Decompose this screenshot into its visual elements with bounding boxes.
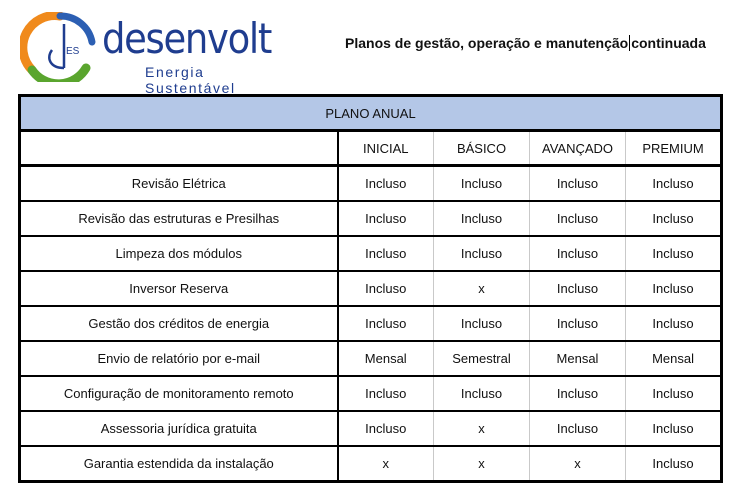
logo-brand-text: desenvolt xyxy=(102,14,271,63)
logo-mark-text: ES xyxy=(66,46,80,57)
table-row xyxy=(20,306,722,341)
company-logo xyxy=(20,8,271,96)
table-row xyxy=(20,271,722,306)
cell-premium: Incluso xyxy=(626,376,722,411)
logo-tagline: Energia Sustentável xyxy=(145,64,236,96)
cell-inicial: Incluso xyxy=(338,201,434,236)
cell-basico: x xyxy=(434,446,530,482)
cell-premium: Incluso xyxy=(626,166,722,202)
cell-premium: Incluso xyxy=(626,446,722,482)
document-title-part-2: continuada xyxy=(631,35,706,51)
feature-cell: Envio de relatório por e-mail xyxy=(20,341,338,376)
column-header-inicial: INICIAL xyxy=(338,131,434,166)
cell-basico: Incluso xyxy=(434,236,530,271)
cell-premium: Mensal xyxy=(626,341,722,376)
cell-premium: Incluso xyxy=(626,271,722,306)
cell-basico: Semestral xyxy=(434,341,530,376)
cell-inicial: Incluso xyxy=(338,166,434,202)
feature-cell: Inversor Reserva xyxy=(20,271,338,306)
cell-avancado: Incluso xyxy=(530,411,626,446)
cell-avancado: Incluso xyxy=(530,236,626,271)
table-header-row xyxy=(20,131,722,166)
cell-inicial: Incluso xyxy=(338,236,434,271)
feature-cell: Gestão dos créditos de energia xyxy=(20,306,338,341)
cell-avancado: x xyxy=(530,446,626,482)
cell-inicial: Incluso xyxy=(338,271,434,306)
cell-inicial: x xyxy=(338,446,434,482)
table-row xyxy=(20,201,722,236)
feature-cell: Revisão Elétrica xyxy=(20,166,338,202)
column-header-premium: PREMIUM xyxy=(626,131,722,166)
table-row xyxy=(20,411,722,446)
document-title-part-1: Planos de gestão, operação e manutenção xyxy=(345,35,629,51)
cell-premium: Incluso xyxy=(626,411,722,446)
table-row xyxy=(20,446,722,482)
cell-basico: x xyxy=(434,271,530,306)
cell-avancado: Incluso xyxy=(530,201,626,236)
table-banner-row xyxy=(20,96,722,131)
cell-avancado: Incluso xyxy=(530,306,626,341)
cell-basico: Incluso xyxy=(434,201,530,236)
cell-premium: Incluso xyxy=(626,306,722,341)
column-header-basico: BÁSICO xyxy=(434,131,530,166)
cell-premium: Incluso xyxy=(626,201,722,236)
feature-cell: Assessoria jurídica gratuita xyxy=(20,411,338,446)
cell-inicial: Incluso xyxy=(338,306,434,341)
cell-inicial: Incluso xyxy=(338,376,434,411)
cell-basico: Incluso xyxy=(434,166,530,202)
logo-swoosh-icon xyxy=(20,12,104,82)
plan-table xyxy=(18,94,723,483)
document-title[interactable] xyxy=(345,35,706,51)
table-banner: PLANO ANUAL xyxy=(20,96,722,131)
cell-premium: Incluso xyxy=(626,236,722,271)
cell-avancado: Incluso xyxy=(530,376,626,411)
cell-avancado: Mensal xyxy=(530,341,626,376)
feature-cell: Configuração de monitoramento remoto xyxy=(20,376,338,411)
cell-avancado: Incluso xyxy=(530,271,626,306)
feature-cell: Garantia estendida da instalação xyxy=(20,446,338,482)
column-header-feature xyxy=(20,131,338,166)
feature-cell: Revisão das estruturas e Presilhas xyxy=(20,201,338,236)
cell-basico: Incluso xyxy=(434,306,530,341)
cell-avancado: Incluso xyxy=(530,166,626,202)
table-row xyxy=(20,376,722,411)
cell-inicial: Incluso xyxy=(338,411,434,446)
column-header-avancado: AVANÇADO xyxy=(530,131,626,166)
cell-basico: Incluso xyxy=(434,376,530,411)
feature-cell: Limpeza dos módulos xyxy=(20,236,338,271)
cell-basico: x xyxy=(434,411,530,446)
cell-inicial: Mensal xyxy=(338,341,434,376)
table-row xyxy=(20,166,722,202)
table-row xyxy=(20,341,722,376)
table-row xyxy=(20,236,722,271)
